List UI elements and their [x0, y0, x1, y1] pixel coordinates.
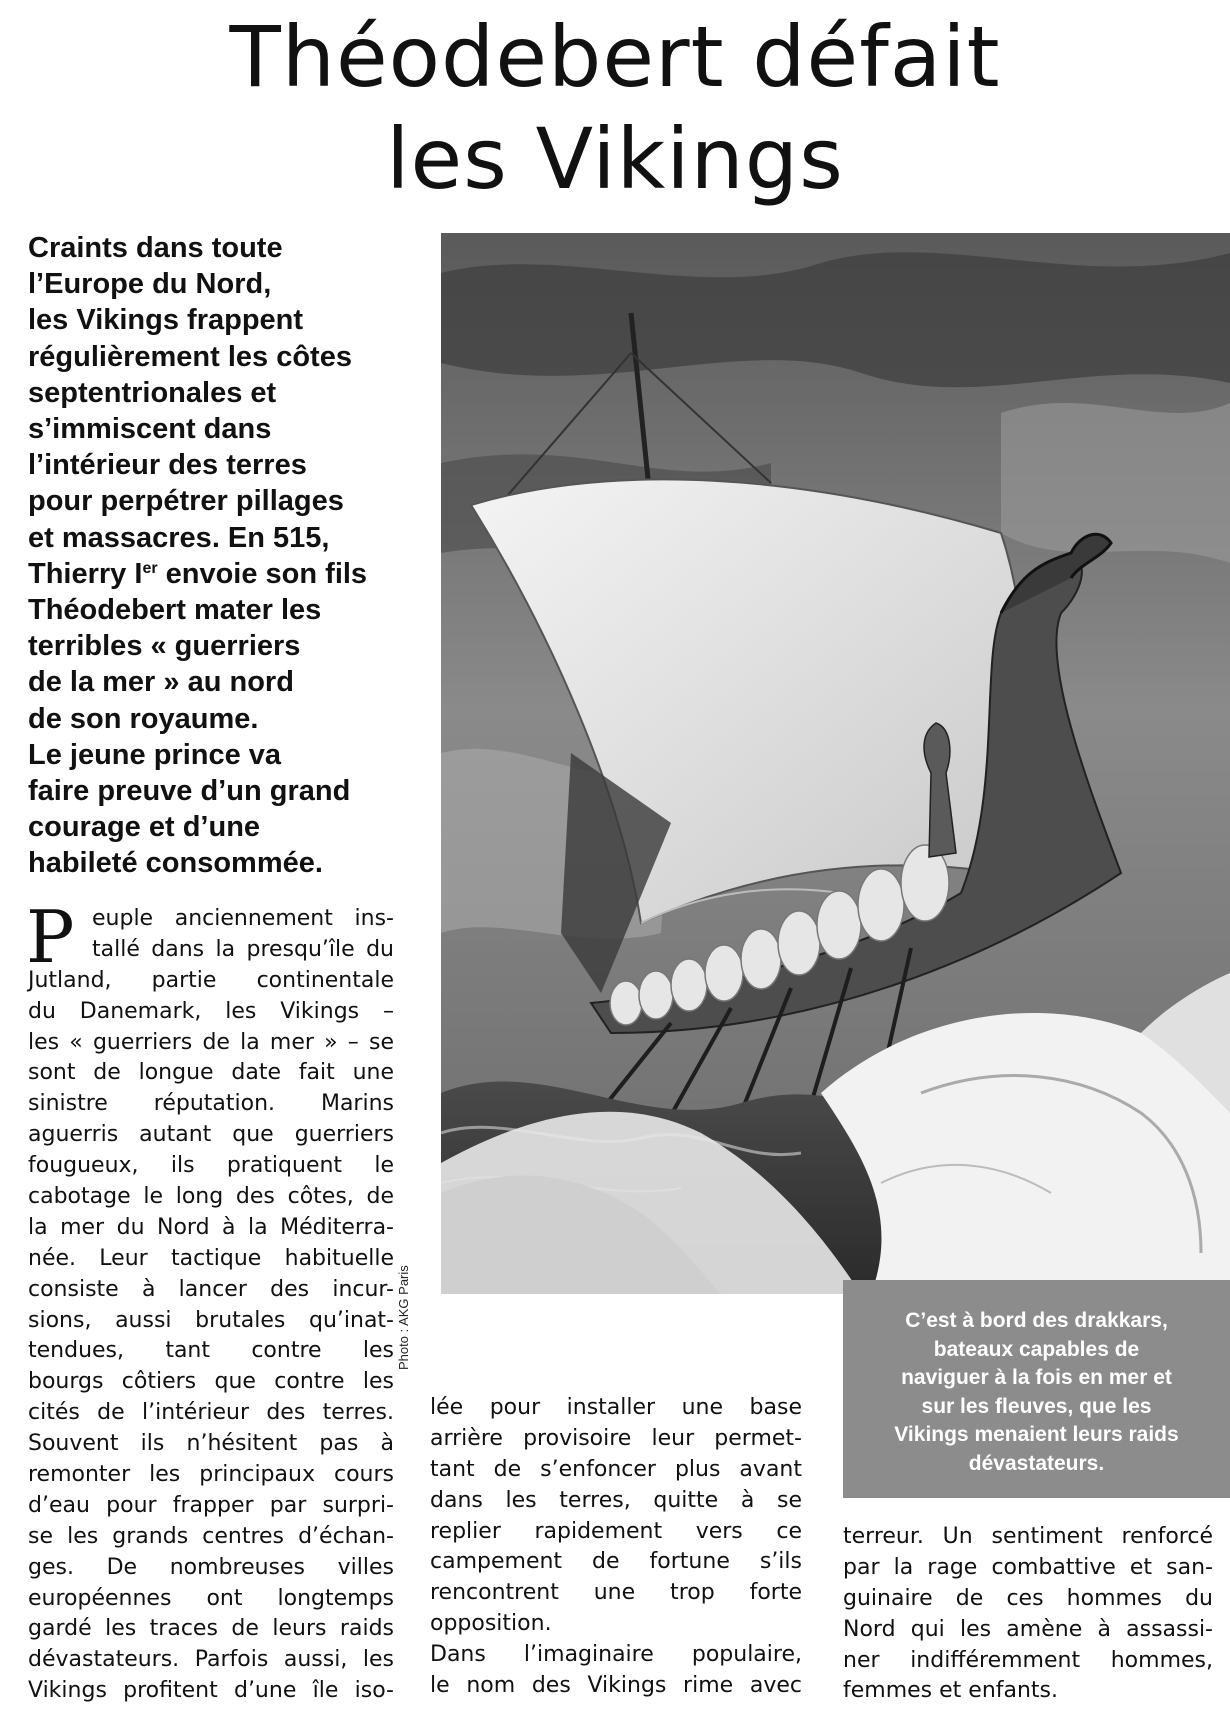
body-line: Souvent ils n’hésitent pas à — [28, 1431, 394, 1457]
body-line: ges. De nombreuses villes — [28, 1554, 394, 1580]
title-line-1: Théodebert défait — [229, 8, 1001, 106]
body-line: gardé les traces de leurs raids — [28, 1616, 394, 1642]
caption-line: bateaux capables de — [933, 1337, 1140, 1361]
lead-line: régulièrement les côtes — [28, 340, 352, 373]
body-column-1 — [26, 895, 394, 1707]
body-line: née. Leur tactique habituelle — [28, 1245, 394, 1271]
body-line: le nom des Vikings rime avec — [430, 1673, 802, 1699]
body-line: Dans l’imaginaire populaire, — [430, 1642, 802, 1668]
caption-line: naviguer à la fois en mer et — [901, 1366, 1172, 1389]
body-line: se les grands centres d’échan- — [28, 1523, 394, 1549]
body-line: sont de longue date fait une — [28, 1060, 394, 1086]
viking-ship-illustration — [441, 233, 1230, 1294]
body-line: guinaire de ces hommes du — [843, 1585, 1213, 1611]
body-line: tallé dans la presqu’île du — [92, 936, 394, 962]
body-line: du Danemark, les Vikings – — [28, 998, 394, 1024]
body-line: consiste à lancer des incur- — [28, 1276, 394, 1302]
body-line: la mer du Nord à la Méditerra- — [28, 1214, 394, 1240]
body-line: tant de s’enfoncer plus avant — [430, 1456, 802, 1482]
photo-credit: Photo : AKG Paris — [396, 1265, 411, 1370]
body-line: arrière provisoire leur permet- — [430, 1425, 802, 1451]
lead-line: septentrionales et — [28, 376, 277, 409]
lead-line: de la mer » au nord — [28, 666, 294, 699]
caption-line: Vikings menaient leurs raids — [894, 1423, 1179, 1446]
image-caption — [843, 1280, 1230, 1498]
caption-line: C’est à bord des drakkars, — [905, 1309, 1168, 1332]
body-line: fougueux, ils pratiquent le — [28, 1153, 394, 1179]
body-line: ner indifféremment hommes, — [843, 1647, 1213, 1673]
drop-cap: P — [26, 895, 75, 979]
thierry-rest: envoie son fils — [157, 557, 368, 590]
body-line: rencontrent une trop forte — [430, 1580, 802, 1606]
lead-line: faire preuve d’un grand — [28, 775, 351, 808]
lead-line: l’Europe du Nord, — [28, 268, 272, 301]
lead-line: de son royaume. — [28, 702, 259, 735]
body-line: lée pour installer une base — [430, 1395, 802, 1420]
lead-line: l’intérieur des terres — [28, 449, 307, 482]
body-column-3 — [843, 1522, 1213, 1707]
body-line: cités de l’intérieur des terres. — [28, 1400, 394, 1426]
lead-line: Théodebert mater les — [28, 594, 322, 627]
lead-line: et massacres. En 515, — [28, 521, 330, 554]
thierry-name: Thierry I — [28, 557, 143, 590]
title-line-2: les Vikings — [386, 110, 844, 208]
caption-line: sur les fleuves, que les — [921, 1394, 1152, 1418]
caption-line: dévastateurs. — [968, 1451, 1105, 1475]
body-line: sions, aussi brutales qu’inat- — [28, 1307, 394, 1333]
body-line: d’eau pour frapper par surpri- — [28, 1492, 394, 1518]
body-line: cabotage le long des côtes, de — [28, 1184, 394, 1210]
lead-line: habileté consommée. — [28, 847, 323, 880]
lead-line: Craints dans toute — [28, 232, 283, 264]
body-column-2 — [430, 1393, 802, 1702]
body-line: dévastateurs. Parfois aussi, les — [28, 1647, 394, 1673]
lead-line: courage et d’une — [28, 811, 261, 844]
body-line: euple anciennement ins- — [92, 906, 394, 931]
viking-ship-picture — [441, 233, 1230, 1294]
body-line: campement de fortune s’ils — [430, 1549, 802, 1575]
page-title — [0, 6, 1230, 210]
lead-line: s’immiscent dans — [28, 413, 272, 446]
lead-paragraph — [28, 230, 408, 882]
body-line: tendues, tant contre les — [28, 1338, 394, 1364]
body-line: terreur. Un sentiment renforcé — [843, 1524, 1213, 1549]
body-line: européennes ont longtemps — [28, 1585, 394, 1611]
body-line: par la rage combattive et san- — [843, 1554, 1213, 1580]
lead-line: Le jeune prince va — [28, 738, 282, 771]
body-line: opposition. — [430, 1611, 552, 1637]
body-line: replier rapidement vers ce — [430, 1518, 802, 1544]
lead-line: les Vikings frappent — [28, 304, 304, 337]
body-line: remonter les principaux cours — [28, 1462, 394, 1488]
lead-line: pour perpétrer pillages — [28, 485, 344, 518]
lead-line: terribles « guerriers — [28, 630, 301, 663]
thierry-ordinal: er — [142, 559, 158, 577]
body-line: femmes et enfants. — [843, 1678, 1059, 1704]
body-line: bourgs côtiers que contre les — [28, 1369, 394, 1395]
lead-line-thierry — [28, 556, 408, 592]
body-line: sinistre réputation. Marins — [28, 1091, 394, 1117]
body-line: Nord qui les amène à assassi- — [843, 1616, 1213, 1642]
body-line: Vikings profitent d’une île iso- — [28, 1678, 394, 1704]
body-line: aguerris autant que guerriers — [28, 1122, 394, 1148]
body-line: dans les terres, quitte à se — [430, 1487, 802, 1513]
body-line: les « guerriers de la mer » – se — [28, 1029, 394, 1055]
body-line: Jutland, partie continentale — [28, 967, 394, 993]
